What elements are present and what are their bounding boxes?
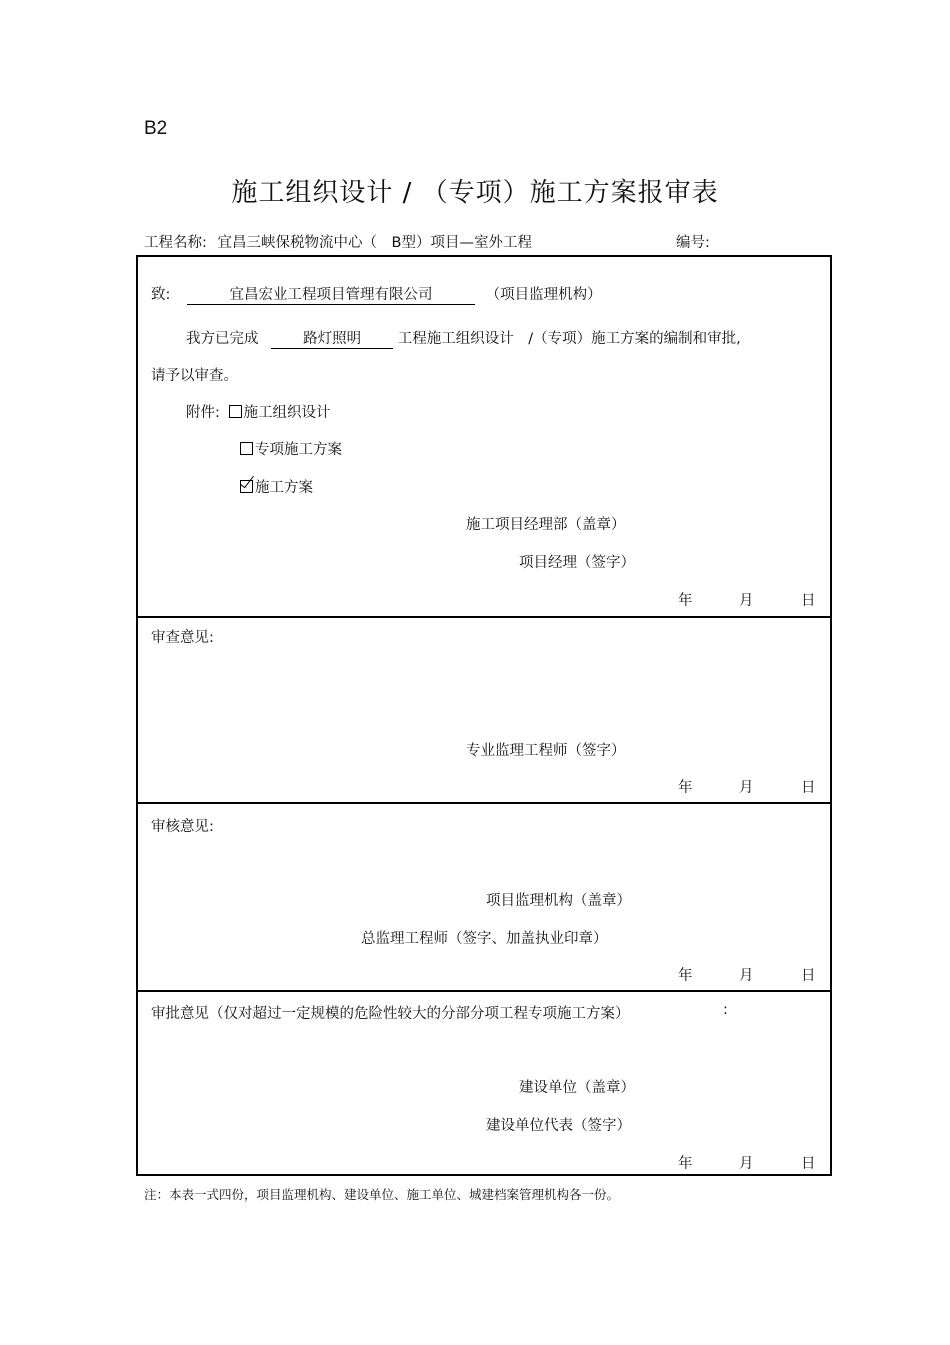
owner-rep-sign: 建设单位代表（签字）: [486, 1118, 631, 1134]
date-day: 日: [801, 593, 816, 609]
contractor-seal: 施工项目经理部（盖章）: [466, 517, 626, 533]
chief-engineer-sign: 总监理工程师（签字、加盖执业印章）: [361, 931, 608, 947]
document-code: B2: [144, 118, 168, 139]
statement-suffix: 工程施工组织设计 /（专项）施工方案的编制和审批,: [397, 331, 741, 347]
divider-3: [136, 990, 832, 992]
date-day: 日: [801, 1156, 816, 1172]
date-month: 月: [739, 1156, 754, 1172]
form-table: [136, 255, 832, 1176]
project-name-label: 工程名称:: [144, 235, 207, 251]
statement-line-1: [186, 327, 741, 349]
attachment-construction-plan: 施工方案: [255, 480, 313, 496]
checkbox-special-plan[interactable]: [240, 442, 253, 455]
number-label: 编号:: [676, 235, 710, 251]
statement-project: 路灯照明: [271, 327, 393, 349]
date-month: 月: [739, 593, 754, 609]
recipient-name: 宜昌宏业工程项目管理有限公司: [187, 283, 475, 305]
attachment-construction-design: 施工组织设计: [243, 405, 331, 421]
review-opinion-label: 审查意见:: [151, 630, 214, 646]
attachment-row-3: [240, 476, 313, 497]
attachment-label: 附件:: [186, 405, 220, 421]
supervising-engineer-sign: 专业监理工程师（签字）: [466, 743, 626, 759]
approval-opinion-label: 审批意见（仅对超过一定规模的危险性较大的分部分项工程专项施工方案）: [151, 1006, 630, 1022]
supervision-org-seal: 项目监理机构（盖章）: [486, 893, 631, 909]
attachment-special-plan: 专项施工方案: [255, 442, 342, 458]
checkbox-construction-design[interactable]: [229, 405, 242, 418]
owner-seal: 建设单位（盖章）: [519, 1080, 635, 1096]
statement-line-2: 请予以审查。: [151, 368, 238, 384]
date-month: 月: [739, 968, 754, 984]
project-manager-sign: 项目经理（签字）: [519, 555, 635, 571]
divider-2: [136, 802, 832, 804]
date-year: 年: [678, 593, 693, 609]
date-month: 月: [739, 780, 754, 796]
attachment-row-2: [240, 438, 342, 459]
recipient-line: [151, 283, 602, 305]
divider-1: [136, 616, 832, 618]
date-year: 年: [678, 1156, 693, 1172]
date-year: 年: [678, 780, 693, 796]
date-year: 年: [678, 968, 693, 984]
to-label: 致:: [151, 287, 171, 303]
approval-colon: :: [723, 1002, 728, 1018]
form-title: 施工组织设计 / （专项）施工方案报审表: [231, 178, 719, 208]
footnote: 注：本表一式四份，项目监理机构、建设单位、施工单位、城建档案管理机构各一份。: [144, 1187, 620, 1202]
date-day: 日: [801, 968, 816, 984]
project-name-value: 宜昌三峡保税物流中心（ B型）项目—室外工程: [217, 235, 532, 251]
date-day: 日: [801, 780, 816, 796]
attachment-row-1: [186, 401, 331, 422]
checkbox-construction-plan[interactable]: [240, 480, 253, 493]
audit-opinion-label: 审核意见:: [151, 819, 214, 835]
statement-prefix: 我方已完成: [186, 331, 259, 347]
project-name-field: [144, 231, 532, 252]
recipient-suffix: （项目监理机构）: [485, 287, 602, 303]
